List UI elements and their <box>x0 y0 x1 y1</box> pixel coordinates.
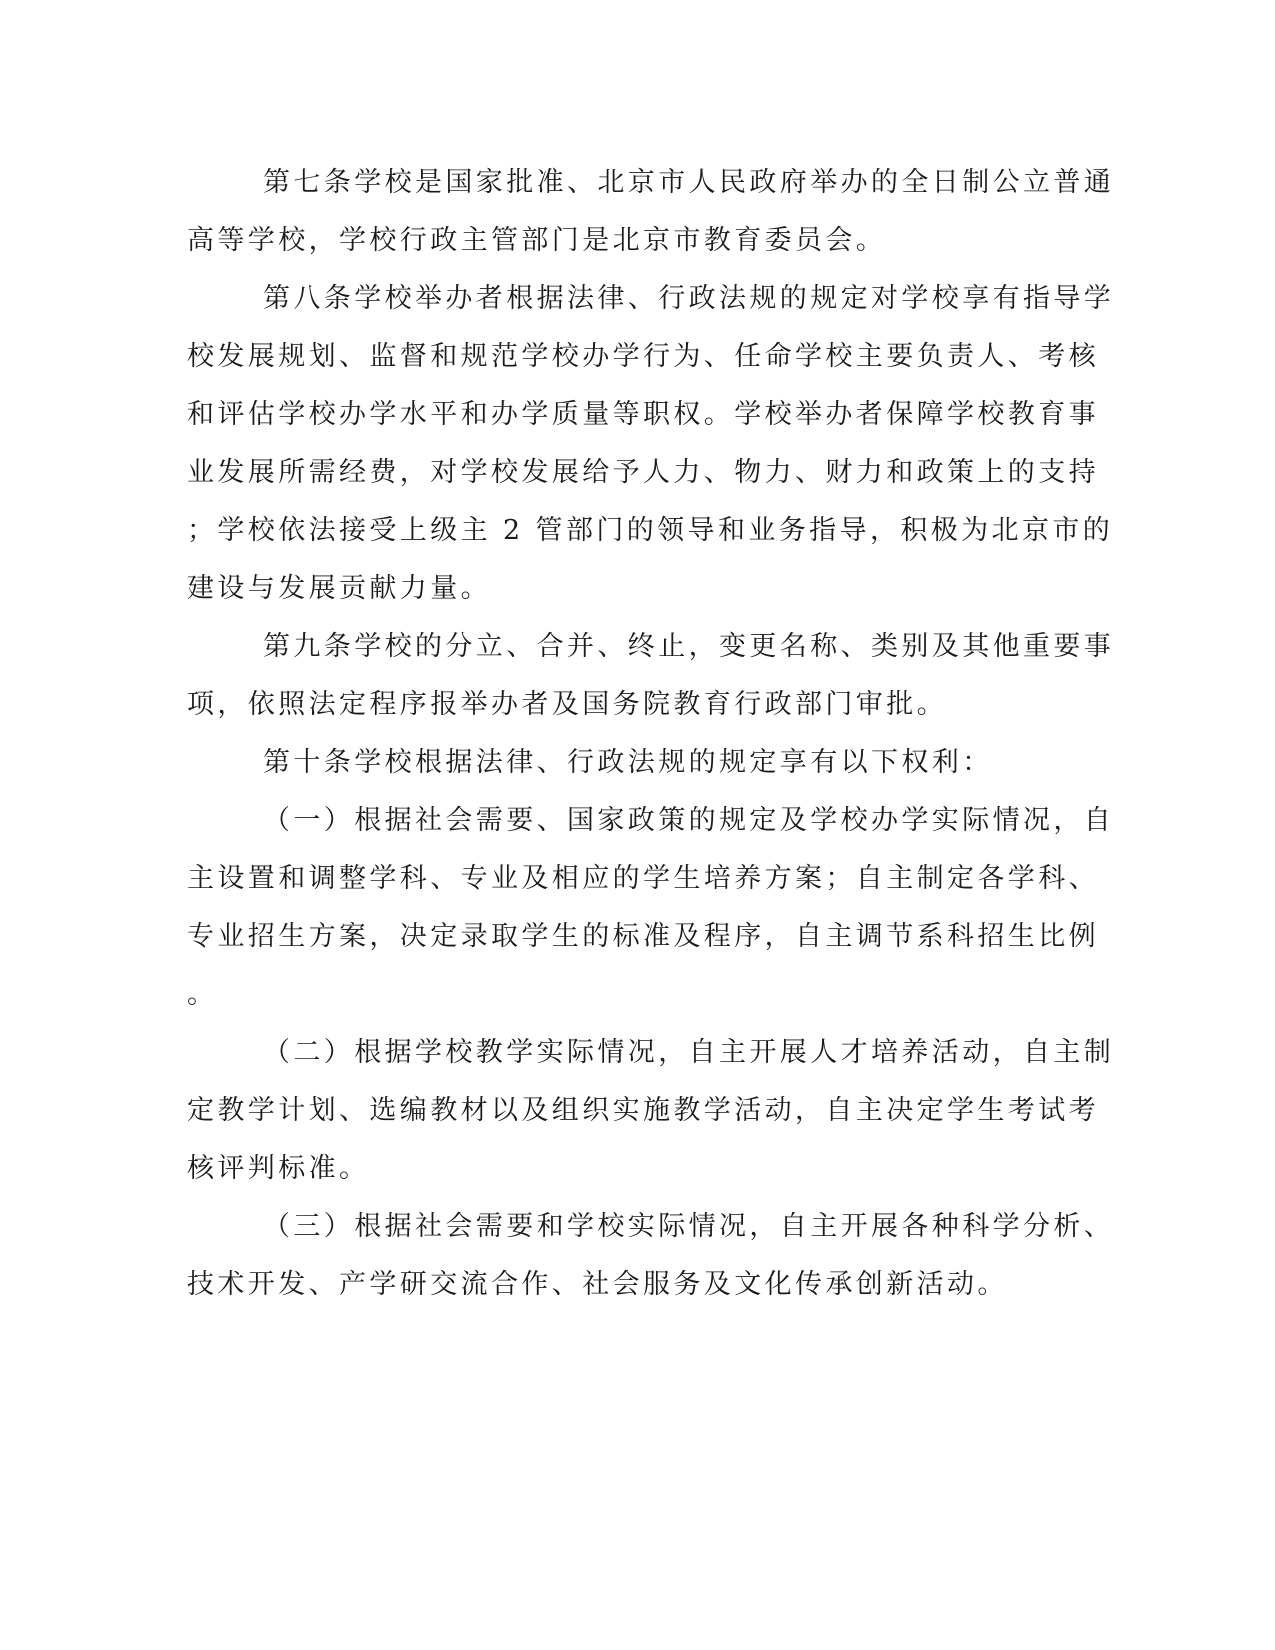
article-8-line-4: 业发展所需经费，对学校发展给予人力、物力、财力和政策上的支持 <box>187 457 1099 488</box>
item-2-line-2: 定教学计划、选编教材以及组织实施教学活动，自主决定学生考试考 <box>187 1095 1099 1126</box>
article-9-line-2: 项，依照法定程序报举办者及国务院教育行政部门审批。 <box>187 689 947 720</box>
article-8-line-2: 校发展规划、监督和规范学校办学行为、任命学校主要负责人、考核 <box>187 341 1099 372</box>
article-8-line-5: ；学校依法接受上级主 2 管部门的领导和业务指导，积极为北京市的 <box>187 515 1114 546</box>
article-8-line-1: 第八条学校举办者根据法律、行政法规的规定对学校享有指导学 <box>263 283 1115 314</box>
item-3-line-1: （三）根据社会需要和学校实际情况，自主开展各种科学分析、 <box>263 1211 1115 1242</box>
item-1-line-2: 主设置和调整学科、专业及相应的学生培养方案；自主制定各学科、 <box>187 863 1099 894</box>
article-7-line-1: 第七条学校是国家批准、北京市人民政府举办的全日制公立普通 <box>263 167 1115 198</box>
article-10-line-1: 第十条学校根据法律、行政法规的规定享有以下权利： <box>263 747 993 778</box>
item-1-line-4: 。 <box>187 979 218 1010</box>
item-1-line-3: 专业招生方案，决定录取学生的标准及程序，自主调节系科招生比例 <box>187 921 1099 952</box>
item-2-line-1: （二）根据学校教学实际情况，自主开展人才培养活动，自主制 <box>263 1037 1115 1068</box>
item-3-line-2: 技术开发、产学研交流合作、社会服务及文化传承创新活动。 <box>187 1269 1008 1300</box>
item-2-line-3: 核评判标准。 <box>187 1153 370 1184</box>
article-8-line-6: 建设与发展贡献力量。 <box>187 573 491 604</box>
article-8-line-3: 和评估学校办学水平和办学质量等职权。学校举办者保障学校教育事 <box>187 399 1099 430</box>
article-7-line-2: 高等学校，学校行政主管部门是北京市教育委员会。 <box>187 225 887 256</box>
article-9-line-1: 第九条学校的分立、合并、终止，变更名称、类别及其他重要事 <box>263 631 1115 662</box>
item-1-line-1: （一）根据社会需要、国家政策的规定及学校办学实际情况，自 <box>263 805 1115 836</box>
